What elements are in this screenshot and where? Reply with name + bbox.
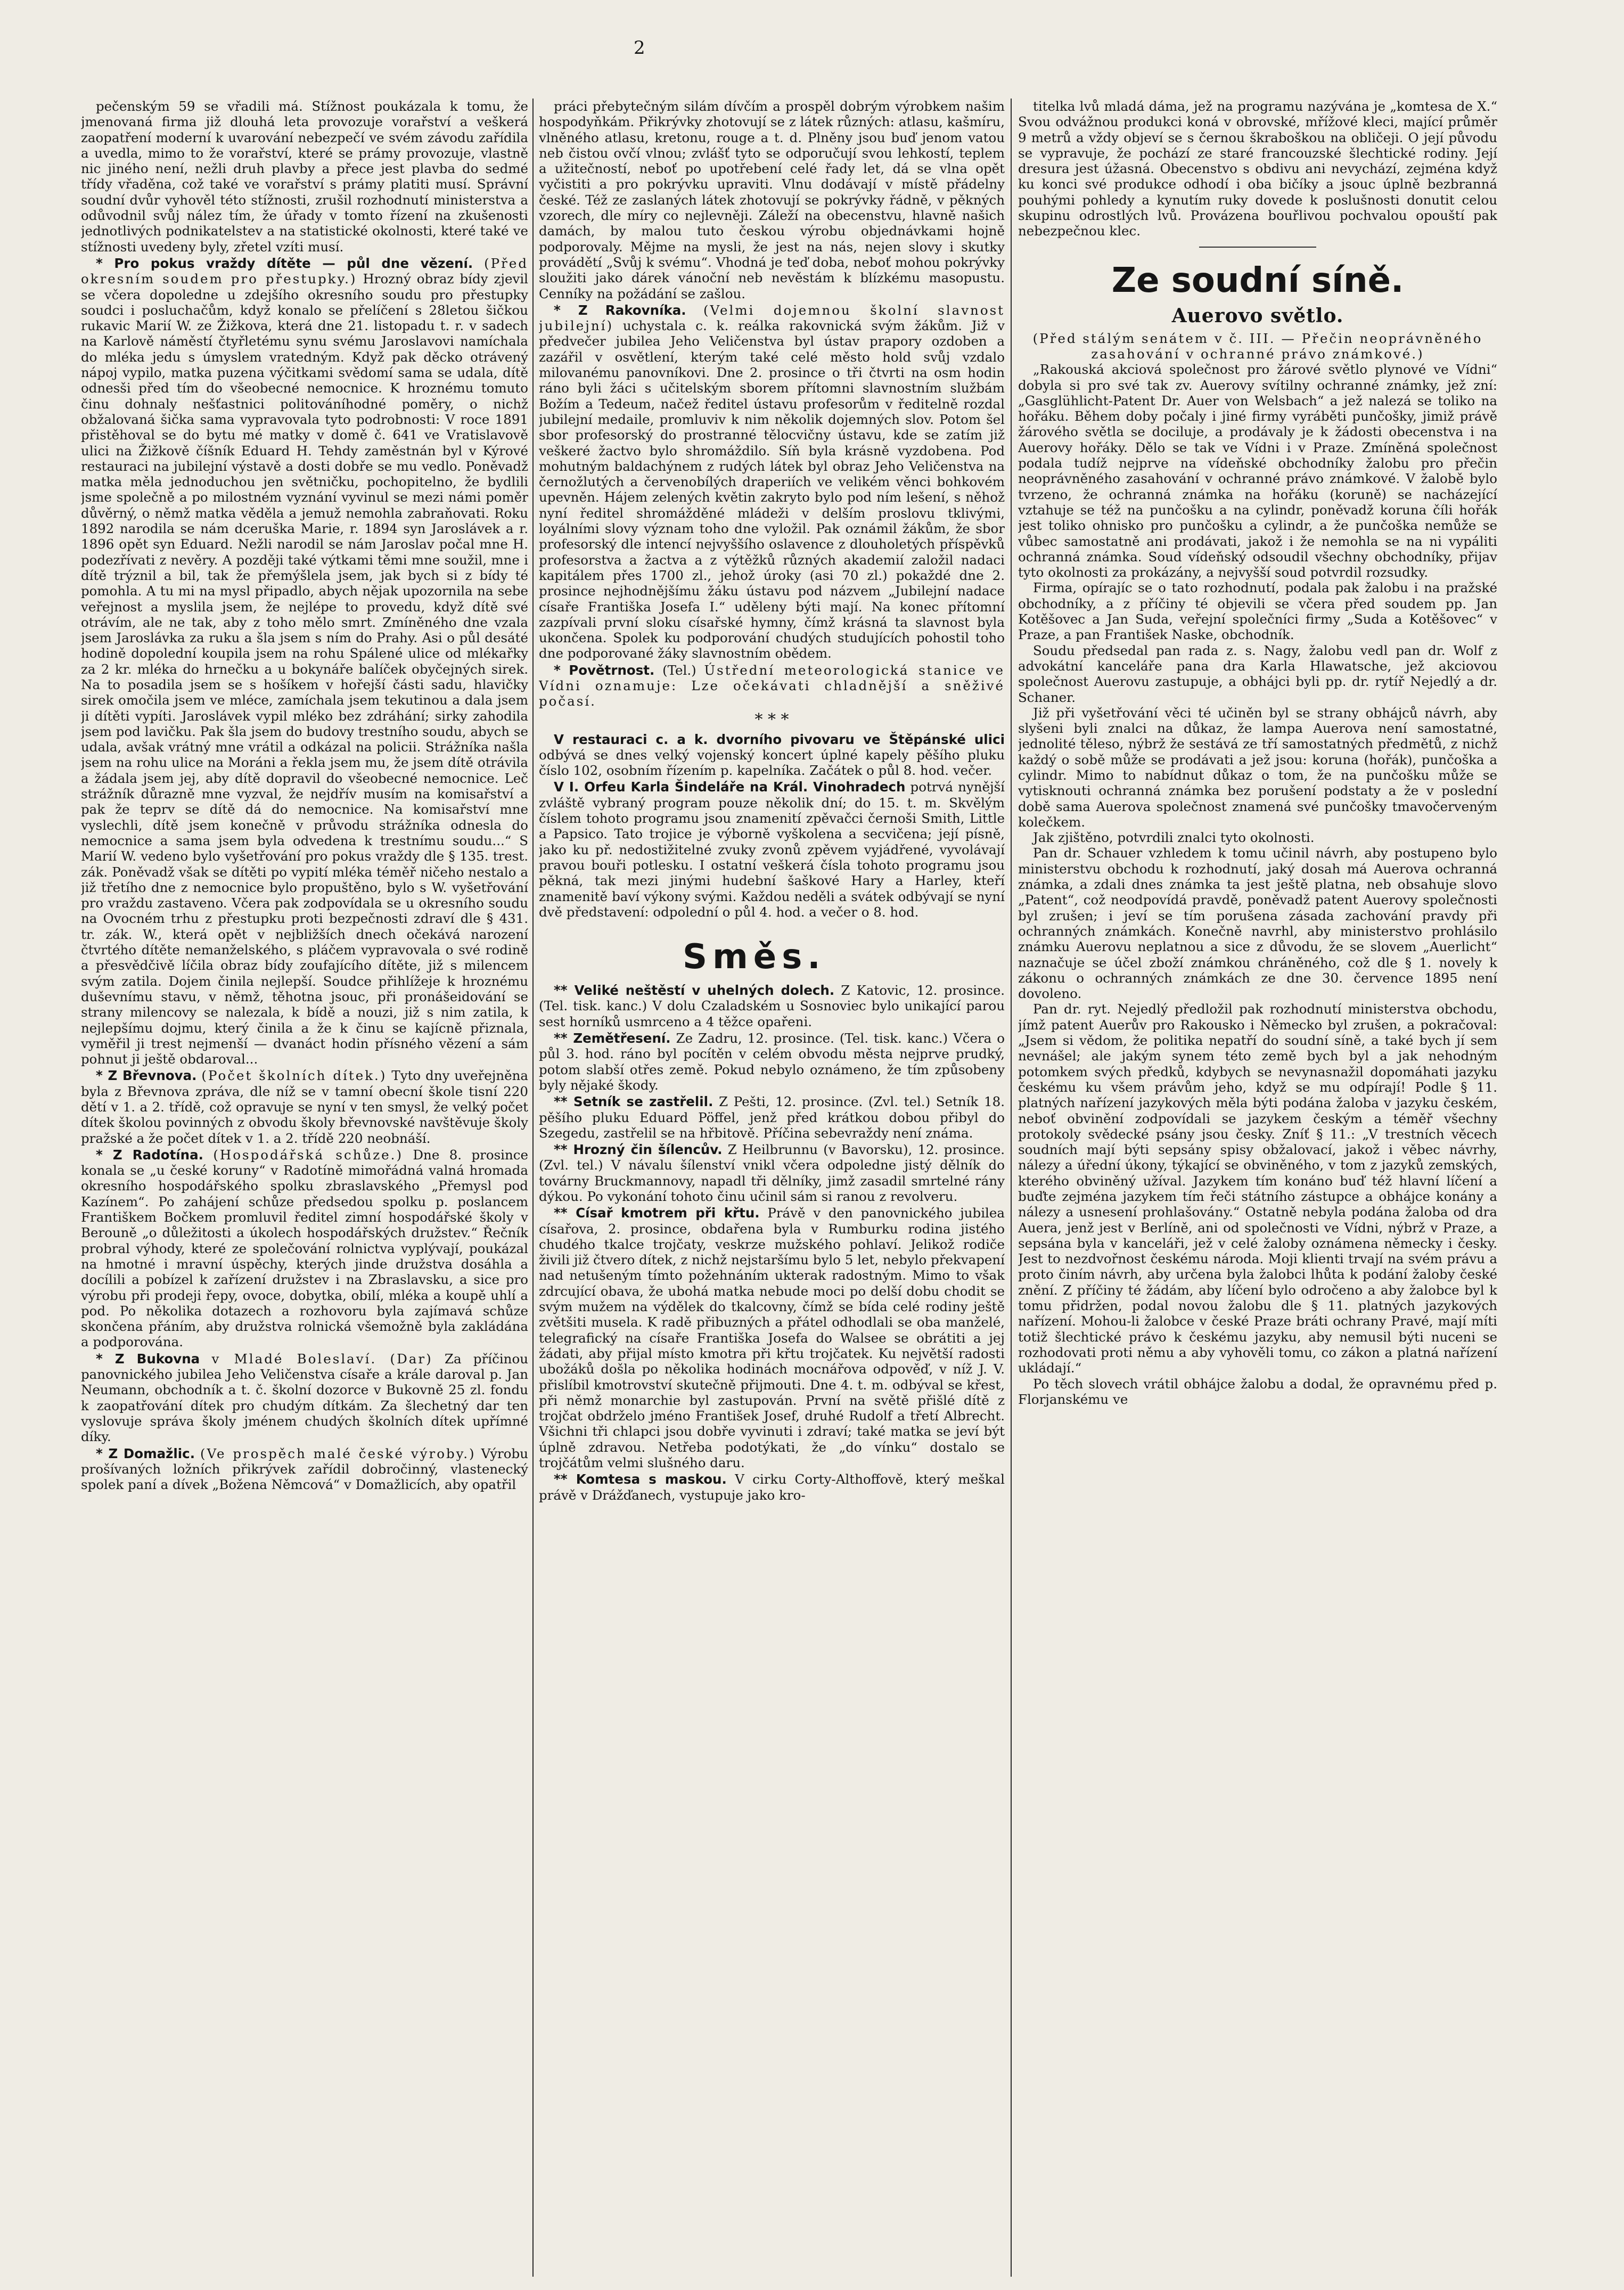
article-heading: V restauraci c. a k. dvorního pivovaru ve Štěpánské ulici: [554, 731, 1005, 747]
article-heading: ** Zemětřesení.: [554, 1030, 671, 1046]
article-subheading: (Před okresním soudem pro přestupky.): [81, 255, 528, 287]
article-text: odbývá se dnes velký vojenský koncert úplné kapely pěšího pluku číslo 102, osobním řízením p. kapelníka. Začátek o půl 8. hod. večer.: [539, 747, 1005, 779]
article-text: Výrobu prošívaných ložních přikrývek zařídil dobročinný, vlastenecký spolek paní a dívek „Božena Němcová“ v Domažlicích, aby opatřil: [81, 1445, 528, 1493]
article-heading: * Z Domažlic.: [96, 1445, 195, 1461]
article: [81, 1351, 528, 1445]
article-heading: * Z Břevnova.: [96, 1068, 197, 1084]
article-text: práci přebytečným silám dívčím a prospěl dobrým výrobkem našim hospodyňkám. Přikrývky zhotovují se z látek různých: atlasu, kašmíru, vlněného atlasu, kretonu, rouge a t. d. Plněny jsou buď jenom vatou neb čistou ovčí vlnou; zvlášť tyto se odporučují svou lehkostí, teplem a užitečností, neboť po upotřebení celé řady let, dá se vlna opět vyčistiti a pro pokrývku upraviti. Vlnu dodávají v místě přádelny české. Též ze zaslaných látek zhotovují se pokrývky řádně, v pěkných vzorech, dle míry co nejlevněji. Záleží na obecenstvu, hlavně našich damách, by malou tuto českou výrobu objednávkami hojně podporovaly. Mějme na mysli, že jest na nás, nejen slovy i skutky provádětí „Svůj k svému“. Vhodná je teď doba, neboť mohou pokrývky sloužiti jako dárek vánoční neb nevěstám k blízkému masopustu. Cenníky na požádání se zašlou.: [539, 99, 1005, 301]
article-title: Auerovo světlo.: [1171, 304, 1344, 327]
article-text: Pan dr. Schauer vzhledem k tomu učinil návrh, aby postupeno bylo ministerstvu obchodu k rozhodnutí, jaký dosah má Auerova ochranná známka, a zdali dnes známka ta jest ještě platna, neb obsahuje slovo „Patent“, což neodpovídá pravdě, poněvadž patent Auerovy společnosti byl zrušen; i jeví se tím porušena zásada zachování pravdy při ochranných známkách. Konečně navrhl, aby ministerstvo prohlásilo známku Auerovu neplatnou a sice z důvodu, že se slovem „Auerlicht“ naznačuje se účel zboží známkou chráněného, což dle § 1. novely k zákonu o ochranných známkách ze dne 30. července 1895 není dovoleno.: [1018, 845, 1497, 1002]
column-3: [1018, 99, 1497, 2277]
article-text: Z Katovic, 12. prosince. (Tel. tisk. kanc.) V dolu Czaladském u Sosnoviec bylo unikající parou sest horníků usmrceno a 4 těžce opařeni.: [539, 983, 1005, 1029]
article: [539, 779, 1005, 920]
article-text: „Rakouská akciová společnost pro žárové světlo plynové ve Vídni“ dobyla si pro své tak zv. Auerovy svítilny ochranné známky, jež zní: „Gasglühlicht-Patent Dr. Auer von Welsbach“ a jež nalezá se toliko na hořáku. Během doby počaly i jiné firmy vyráběti punčošky, jimiž právě žárového světla se dociluje, a prodávaly je k žádosti obecenstva i na Auerovy hořáky. Dělo se tak ve Vídni i v Praze. Zmíněná společnost podala tudíž nejprve na vídeňské obchodníky žalobu pro přečin neoprávněného zasahování v ochranné právo známkové. V žalobě bylo tvrzeno, že ochranná známka na hořáku (koruně) se nacházející vztahuje se též na punčošku a na cylindr, poněvadž koruna číli hořák jest toliko ohnisko pro punčošku a cylindr, a že punčoška nemůže se vůbec samostatně ani prodávati, jakož i že nemohla se na ni vypáliti ochranná známka. Soud vídeňský odsoudil všechny obchodníky, přijav tyto okolnosti za prokázány, a nejvyšší soud potvrdil rozsudky.: [1018, 362, 1497, 580]
article-text: titelka lvů mladá dáma, jež na programu nazývána je „komtesa de X.“ Svou odvážnou produkci koná v obrovské, mřížové kleci, mající průměr 9 metrů a vždy objeví se s černou škraboškou na obličeji. O její původu se vypravuje, že pochází ze staré francouzské šlechtické rodiny. Její dresura jest úžasná. Obecenstvo s obdivu ani nevychází, zejména když ku konci své produkce odhodí i oba bičíky a jsouc úplně bezbranná pouhými pohledy a kynutím ruky dovede k poslušnosti donutit celou skupinu odrostlých lvů. Provázena bouřlivou pochvalou opouští pak nebezpečnou klec.: [1018, 99, 1497, 239]
article-heading: * Z Bukovna: [96, 1351, 200, 1367]
article: [81, 1446, 528, 1493]
article-text: Již při vyšetřování věci té učiněn byl se strany obhájců návrh, aby slyšeni byli znalci na důkaz, že lampa Auerova není samostatné, jednolité těleso, nýbrž že sestává ze tří samostatných předmětů, z nichž každý o sobě může se prodávati a jež jsou: koruna (hořák), punčoška a cylindr. Mimo to nabídnut důkaz o tom, že na punčošku může se vytisknouti ochranná známka bez porušení podstaty a že v poslední době sama Auerova společnost znamená své punčošky tmavočerveným kolečkem.: [1018, 705, 1497, 830]
article-text: Soudu předsedal pan rada z. s. Nagy, žalobu vedl pan dr. Wolf z advokátní kanceláře pana dra Karla Hlawatsche, jež akciovou společnost Auerovu zastupuje, a obhájci byli pp. dr. rytíř Nejedlý a dr. Schaner.: [1018, 642, 1497, 705]
article: [539, 1030, 1005, 1093]
article-text: potrvá nynější zvláště vybraný program pouze několik dní; do 15. t. m. Skvělým číslem tohoto programu jsou znamenití zpěvačci černoši Smith, Little a Papsico. Tato trojice je výborně vyškolena a secvičena; její písně, jako ku př. nedostižitelné zvuky zvonů zpěvem vyjádřené, vyvolávají pravou bouři potlesku. I ostatní veškerá čísla tohoto programu jsou pěkná, tak mezi jinými hudební šaškové Hary a Harley, kteří znamenitě baví výkony svými. Každou neděli a svátek odbývají se nyní dvě představení: odpolední o půl 4. hod. a večer o 8. hod.: [539, 779, 1005, 920]
article-subheading: (Hospodářská schůze.): [213, 1147, 404, 1163]
column-rule: [1011, 99, 1012, 2277]
article-heading: * Z Rakovníka.: [554, 302, 686, 318]
article-heading: * Pro pokus vraždy dítěte — půl dne vězení.: [96, 255, 473, 271]
article: [539, 1471, 1005, 1503]
article: [81, 256, 528, 1067]
article-heading: * Povětrnost.: [554, 662, 655, 678]
separator-stars: * * *: [754, 710, 789, 729]
article: [539, 302, 1005, 661]
article-text: Za příčinou panovnického jubilea Jeho Veličenstva císaře a krále daroval p. Jan Neumann, obchodník a t. č. školní dozorce v Bukovně 25 zl. fondu k zaopatřování dítek pro chudým dítkám. Za šlechetný dar ten vyslovuje správa školy jménem chudých školních dítek upřímné díky.: [81, 1351, 528, 1445]
article: [539, 663, 1005, 709]
article-heading: ** Hrozný čin šílencův.: [554, 1142, 723, 1158]
article-heading: V I. Orfeu Karla Šindeláře na Král. Vinohradech: [554, 779, 906, 795]
article: [81, 1147, 528, 1350]
article: [539, 983, 1005, 1029]
article-subheading: (Velmi dojemnou školní slavnost jubilejní): [539, 302, 1005, 334]
section-heading-smes: Směs.: [683, 937, 826, 977]
divider: [1199, 247, 1316, 248]
article: [539, 732, 1005, 779]
article-heading: ** Veliké neštěstí v uhelných dolech.: [554, 983, 835, 999]
article-heading: ** Komtesa s maskou.: [554, 1471, 727, 1487]
article-heading: ** Císař kmotrem při křtu.: [554, 1205, 760, 1221]
article-text: pečenským 59 se vřadili má. Stížnost poukázala k tomu, že jmenovaná firma již dlouhá leta provozuje vorařství a veškerá zaopatření moderní k uvarování nebezpečí ve svém závodu zařídila a uvedla, mimo to že vorařství, které se prámy provozuje, vlastně nic jiného není, nežli druh plavby a přece jest plavba do sedmé třídy vřaděna, což také ve vorařství s prámy platiti musí. Správní soudní dvůr vyhověl této stížnosti, zrušil rozhodnutí ministerstva a odůvodnil svůj nález tím, že úřady v tomto řízení na zkušenosti jednotlivých podnikatelstev a na statistické okolnosti, které také ve stížnosti uvedeny byly, zřetel vzíti musí.: [81, 99, 528, 255]
article-subheading: (Tel.): [662, 662, 696, 678]
article-text: Hrozný obraz bídy zjevil se včera dopoledne u zdejšího okresního soudu pro přestupky soudci i posluchačům, když konalo se přelíčení s 28letou šičkou rukavic Marií W. ze Žižkova, která dne 21. listopadu t. r. v sadech na Karlově náměstí čtyřletému synu svému Jaroslavovi namíchala do mléka jedu s úmyslem vratedným. Když pak děcko otrávený nápoj vypilo, matka puzena výčitkami svědomí sama se udala, dítě odnesši před tím do všeobecné nemocnice. K hroznému tomuto činu dohnaly nešťastnici politováníhodné poměry, o nichž obžalovaná šička sama vypravovala tyto podrobnosti: V roce 1891 přistěhoval se do bytu mé matky v domě č. 641 ve Vratislavově ulici na Žižkově číšník Eduard H. Tehdy zaměstnán byl v Kýrové restauraci na jubilejní výstavě a dosti dobře se mu vedlo. Poněvadž matka měla jednoduchou jen světničku, pochopitelno, že bydlili jsme společně a po milostném vyznání vyvinul se mezi námi poměr důvěrný, o němž matka věděla a jemuž nemohla zabraňovati. Roku 1892 narodila se nám dceruška Marie, r. 1894 syn Jaroslávek a r. 1896 opět syn Eduard. Nežli narodil se nám Jaroslav počal mne H. podezřívati z nevěry. A později také výtkami těmi mne soužil, mne i dítě trýznil a bil, tak že přemýšlela jsem, jak bych si z bídy té pomohla. A tu mi na mysl připadlo, abych nějak upozornila na sebe veřejnost a myslila jsem, že nejlépe to provedu, když dítě své otrávím, ale ne tak, aby z toho mělo smrt. Zmíněného dne vzala jsem Jaroslávka za ruku a šla jsem s ním do Prahy. Asi o půl desáté hodině dopolední koupila jsem na rohu Spálené ulice od mlékařky za 2 kr. mléka do hrnečku a u bokynáře balíček obyčejných sirek. Na to posadila jsem se s hošíkem v hořejší části sadu, hlavičky sirek omočila jsem ve mléce, zamíchala jsem tekutinou a dala jsem ji dítěti vypíti. Jaroslávek vypil mléko bez zdráhání; sirky zahodila jsem pod lavičku. Pak šla jsem do budovy trestního soudu, abych se udala, avšak vrátný mne vrátil a odkázal na policii. Strážníka našla jsem na rohu ulice na Moráni a řekla jsem mu, že jsem dítě otrávila a žádala jsem jej, aby dítě dopravil do všeobecné nemocnice. Leč strážník důrazně mne vyzval, že nejdřív musím na komisařství a pak že teprv se dítě dá do nemocnice. Na komisařství mne vyslechli, dítě jsem konečně v průvodu strážníka odnesla do nemocnice a sama jsem byla odvedena k trestnímu soudu...“ S Marií W. vedeno bylo vyšetřování pro pokus vraždy dle § 135. trest. zák. Poněvadž však se dítěti po vypití mléka téměř ničeho nestalo a již třetího dne z nemocnice bylo propuštěno, bylo s W. vyšetřování pro vraždu zastaveno. Včera pak zodpovídala se u okresního soudu na Ovocném trhu z přestupku proti bezpečnosti zdraví dle § 431. tr. zák. W., která opět v nejbližších dnech očekává narození čtvrtého dítěte nemanželského, s pláčem vypravovala o své rodině a přesvědčivě líčila obraz bídy zoufajícího dítěte, již s milencem svým zatila. Dojem činila nejlepší. Soudce přihlížeje k hroznému duševnímu stavu, v němž, těhotna jsouc, při pronášeidování se strany milencovy se nalezala, k bídě a nouzi, již s nim zatila, k nejlepšímu dojmu, který činila a že k činu se kajícně přiznala, vyměřil ji trest nejmenší — dvanáct hodin přísného vězení a sám pohnut ji ještě obdaroval...: [81, 271, 528, 1067]
article: [539, 1205, 1005, 1470]
article: [539, 1142, 1005, 1204]
article-text: Firma, opírajíc se o tato rozhodnutí, podala pak žalobu i na pražské obchodníky, a z příčiny té objevili se včera před soudem pp. Jan Kotěšovec a Jan Suda, veřejní společníci firmy „Suda a Kotěšovec“ v Praze, a pan František Naske, obchodník.: [1018, 580, 1497, 643]
article-text: uchystala c. k. reálka rakovnická svým žákům. Již v předvečer jubilea Jeho Veličenstva byl ústav prapory ozdoben a zazářil v osvětlení, kterým také celé město hold svůj vzdalo milovanému panovníkovi. Dne 2. prosince o tři čtvrti na osm hodin ráno byli žáci s učitelským sborem přítomni slavnostním službám Božím a Tedeum, načež ředitel ústavu profesorům v ředitelně rozdal jubilejní medaile, promluviv k nim několik dojemných slov. Potom šel sbor profesorský do prostranné tělocvičny ústavu, kde se zatím již veškeré žactvo bylo shromáždilo. Síň byla krásně vyzdobena. Pod mohutným baldachýnem z rudých látek byl obraz Jeho Veličenstva na černožlutých a červenobílých draperiích ve velikém věnci bohkovém upevněn. Hájem zelených květin zakryto bylo pod ním lešení, s něhož nyní ředitel shromážděné mládeži v delším proslovu tklivými, loyálními slovy význam toho dne vyložil. Pak oznámil žákům, že sbor profesorský dle intencí nejvyššího oslavence z dlouholetých příspěvků profesorstva a žactva a z výtěžků různých akademií založil nadaci kapitálem přes 1700 zl., jehož úroky (asi 70 zl.) pokaždé dne 2. prosince nejhodnějšímu žáku ústavu pod názvem „Jubilejní nadace císaře Františka Josefa I.“ uděleny býti mají. Na konec přítomní zazpívali první sloku císařské hymny, čímž krásná ta slavnost byla ukončena. Spolek ku podporování chudých studujících pohostil toho dne podporované žáky slavnostním obědem.: [539, 318, 1005, 661]
article-subheading: (Počet školních dítek.): [201, 1068, 387, 1084]
article-text: Pan dr. ryt. Nejedlý předložil pak rozhodnutí ministerstva obchodu, jímž patent Auerův pro Rakousko i Německo byl zrušen, a pokračoval: „Jsem si vědom, že politika nepatří do soudní síně, a také bych jí sem nevnášel; ale jakým synem této země bych byl a jak nehodným potomkem svých předků, kdybych se nevynasnažil dopomáhati jazyku českému ku všem právům jeho, když se mu odpírají! Podle § 11. platných nařízení jazykových měla býti podána žaloba v jazyku českém, neboť obvinění zodpovídali se jazykem českým a téměř všechny protokoly svědecké psány jsou česky. Zníť § 11.: „V trestních věcech soudních mají býti sepsány spisy obžalovací, jakož i věbec návrhy, nálezy a úřední úkony, týkající se obviněného, v tom z jazyků zemských, kterého obviněný užíval. Jazykem tím konáno buď též hlavní líčení a buďte zejména jazykem tím řeči státního zástupce a obhájce konány a nálezy a usnesení prohlašovány.“ Ostatně nebyla podána žaloba od dra Auera, jenž jest v Berlíně, ani od společnosti ve Vídni, nýbrž v Praze, a sepsána byla v kanceláři, jež v celé žaloby oznámena německy i česky. Jest to nezdvořnost českému národa. Moji klienti trvají na svém právu a proto činím návrh, aby určena byla žalobci lhůta k podání žaloby české znění. Z příčiny té žádám, aby líčení bylo odročeno a aby žalobce byl k tomu přidržen, podal novou žalobu dle § 11. platných jazykových nařízení. Mohou-li žalobce v české Praze bráti ochrany Pravé, mají míti totiž šlechtické právo k českému jazyku, aby nemusil býti nuceni se rozhodovati proti němu a aby vyhověli tomu, co zákon a platná nařízení ukládají.“: [1018, 1001, 1497, 1376]
article: [539, 1094, 1005, 1141]
article: [81, 1068, 528, 1146]
column-1: [81, 99, 528, 2277]
article-text: Z Pešti, 12. prosince. (Zvl. tel.) Setník 18. pěšího pluku Eduard Pöffel, jenž před krátkou dobou přibyl do Szegedu, zastřelil se na hřbitově. Příčina sebevraždy není známa.: [539, 1094, 1005, 1141]
article-text: Ze Zadru, 12. prosince. (Tel. tisk. kanc.) Včera o půl 3. hod. ráno byl pocítěn v celém obvodu města nejprve prudký, potom slabší otřes země. Pokud nebylo oznámeno, že tím způsobeny byly nějaké škody.: [539, 1030, 1005, 1093]
article-heading: ** Setník se zastřelil.: [554, 1094, 713, 1110]
article-heading: * Z Radotína.: [96, 1147, 203, 1163]
column-rule: [532, 99, 534, 2277]
article-text: Tyto dny uveřejněna byla z Břevnova zpráva, dle níž se v tamní obecní škole tisní 220 dětí v 1. a 2. třídě, což opravuje se nyní v ten smysl, že velký počet dítek školou povinných z obvodu školy břevnovské navštěvuje školy pražské a že počet dítek v 1. a 2. třídě 220 neobnáší.: [81, 1068, 528, 1146]
column-2: [539, 99, 1005, 2277]
article-subheading: (Před stálým senátem v č. III. — Přečin neoprávněného zasahování v ochranné právo známkové.): [1032, 330, 1483, 362]
article-text: Ústřední meteorologická stanice ve Vídni oznamuje: Lze očekávati chladnější a sněživé počasí.: [539, 662, 1005, 709]
article-subheading: v Mladé Boleslaví. (Dar): [211, 1351, 433, 1367]
article-text: Jak zjištěno, potvrdili znalci tyto okolnosti.: [1033, 830, 1315, 846]
article-text: Dne 8. prosince konala se „u české koruny“ v Radotíně mimořádná valná hromada okresního hospodářského spolku zbraslavského „Přemysl pod Kazínem“. Po zahájení schůze předsedou spolku p. poslancem Františkem Bočkem promluvil ředitel zimní hospodářské školy v Berouně „o důležitosti a úkolech hospodářských družstev.“ Řečník probral výhody, které ze společování rolnictva vyplývají, poukázal na hmotné i mravní úspěchy, kterých jinde družstva dosáhla a docílili a pobízel k zařízení družstev i na Zbraslavsku, a sice pro výrobu při prodeji řepy, ovoce, dobytka, obilí, mléka a koupě uhlí a pod. Po několika dotazech a rozhovoru byla zajímavá schůze skončena přáním, aby družstva rolnická všemožně byla zakládána a podporována.: [81, 1147, 528, 1350]
article-text: Právě v den panovnického jubilea císařova, 2. prosince, obdařena byla v Rumburku rodina jistého chudého tkalce trojčaty, veskrze mužského pohlaví. Jelikož rodiče živili již čtvero dítek, z nichž nejstaršímu bylo 5 let, nebylo překvapení nad netušeným tímto požehnáním ukterak radostným. Mimo to však zdrcující obava, že ubohá matka nebude moci po delší dobu chodit se svým mužem na výdělek do tkalcovny, čímž se bída celé rodiny ještě zvětšiti musela. K radě přibuzných a přátel odhodlali se oba manželé, telegrafický na císaře Františka Josefa do Walsee se obrátiti a jej žádati, aby přijal místo kmotra při křtu trojčatek. Ku největší radosti ubožáků došla po několika hodinách mocnářova odpověď, v níž J. V. přislíbil kmotrovství skutečně přijmouti. Dne 4. t. m. odbýval se křest, při němž monarchie byl zastupován. První na světě přišlé dítě z trojčat obdrželo jméno František Josef, druhé Rudolf a třetí Albrecht. Všichni tři chlapci jsou dobře vyvinuti i zdraví; také matka se jeví být úplně zdravou. Netřeba podotýkati, že „do vínku“ dostalo se trojčátům velmi slušného daru.: [539, 1205, 1005, 1471]
article-subheading: (Ve prospěch malé české výroby.): [200, 1445, 476, 1461]
article-text: Po těch slovech vrátil obhájce žalobu a dodal, že opravnému před p. Florjanskému ve: [1018, 1376, 1497, 1407]
section-heading-soudni-sin: Ze soudní síně.: [1111, 260, 1404, 300]
page-number: 2: [634, 37, 645, 59]
article-text: V cirku Corty-Althoffově, který meškal právě v Drážďanech, vystupuje jako kro-: [539, 1471, 1005, 1503]
article-text: Z Heilbrunnu (v Bavorsku), 12. prosince. (Zvl. tel.) V návalu šílenství vnikl včera odpoledne jistý dělník do továrny Bruckmannovy, napadl tři dělníky, jimž zasadil smrtelné rány dýkou. Po vykonání tohoto činu učinil sám si ranou z revolveru.: [539, 1142, 1005, 1204]
